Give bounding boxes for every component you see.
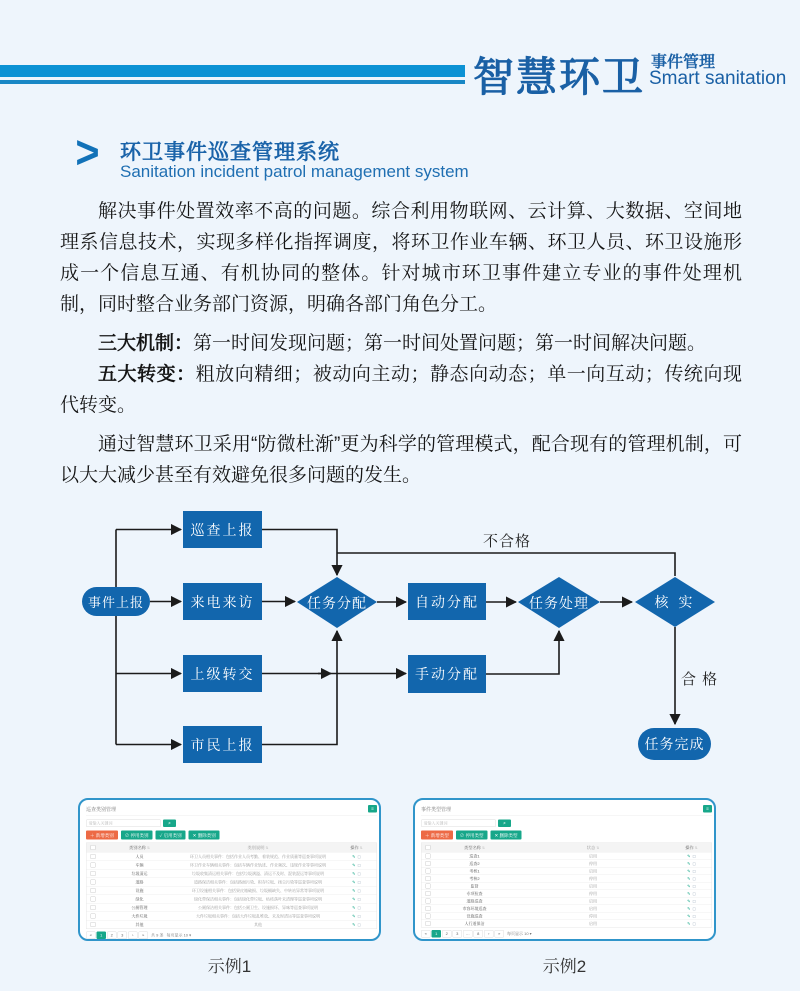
flow-node-task-done: 任务完成 — [638, 728, 711, 760]
row-checkbox[interactable] — [91, 914, 96, 919]
row-checkbox[interactable] — [426, 921, 431, 926]
brand-subtitle-cn: 事件管理 — [651, 54, 716, 71]
flow-label-pass: 合 格 — [681, 671, 719, 688]
view-icon[interactable]: ◻ — [357, 854, 361, 859]
mini1-table — [86, 843, 377, 930]
edit-icon[interactable]: ✎ — [687, 876, 691, 881]
mini2-header-ops-label: 操作 — [685, 845, 694, 850]
cell-ops — [672, 891, 712, 896]
cell-ops — [672, 899, 712, 904]
page-button[interactable]: 2 — [442, 930, 452, 938]
mini2-header-name-label: 类型名称 — [464, 845, 482, 850]
mini2-header-checkbox-cell — [422, 845, 435, 850]
page-button[interactable]: … — [463, 930, 473, 938]
cell-name: 设施巡查 — [466, 913, 483, 919]
flow-node-manual-assign: 手动分配 — [408, 655, 486, 693]
table-row[interactable] — [87, 861, 377, 870]
table-row[interactable] — [422, 920, 712, 928]
mini2-search-button[interactable]: ⌕ — [498, 819, 511, 827]
row-checkbox-cell — [422, 869, 435, 874]
flow-label-fail: 不合格 — [482, 533, 531, 550]
flow-node-task-process: 任务处理 — [529, 594, 589, 611]
mini1-header-ops-label: 操作 — [350, 845, 359, 850]
cell-name: 车辆 — [135, 862, 144, 868]
example2-caption: 示例2 — [542, 957, 587, 976]
mini2-page-size[interactable]: 每页显示 10 ▾ — [507, 931, 532, 936]
mini1-header-name — [100, 845, 180, 851]
cell-name: 设施 — [135, 888, 144, 893]
view-icon[interactable]: ◻ — [692, 868, 696, 874]
paragraph-transforms-text: 粗放向精细；被动向主动；静态向动态；单一向互动；传统向现代转变。 — [60, 364, 742, 416]
mini2-header-status-label: 状态 — [586, 845, 596, 850]
view-icon[interactable]: ◻ — [692, 861, 696, 866]
cell-status: 启用 — [589, 853, 597, 859]
cell-ops — [337, 914, 377, 919]
row-checkbox-cell — [422, 884, 435, 889]
flow-node-patrol-report: 巡查上报 — [183, 511, 262, 548]
cell-status: 启用 — [589, 898, 597, 904]
cell-ops — [672, 861, 712, 866]
cell-status: 启用 — [589, 906, 597, 911]
sort-icon[interactable]: ⇅ — [596, 846, 600, 850]
row-checkbox-cell — [422, 854, 435, 859]
cell-name: 公厕管理 — [131, 905, 148, 910]
sort-icon[interactable]: ⇅ — [147, 846, 150, 850]
edit-icon[interactable]: ✎ — [687, 898, 691, 904]
cell-ops — [337, 905, 377, 910]
cell-name: 绿化 — [135, 896, 144, 902]
cell-ops — [672, 906, 712, 911]
cell-ops — [672, 884, 712, 889]
cell-ops — [337, 854, 377, 859]
flow-node-calls-visits: 来电来访 — [183, 583, 262, 620]
row-checkbox-cell — [87, 905, 100, 910]
cell-name: 道路巡查 — [466, 898, 483, 904]
table-row[interactable] — [87, 895, 377, 904]
cell-desc: 大件垃圾相关事件：包括大件垃圾乱堆放、未及时清运等巡查事项说明 — [196, 913, 320, 919]
row-checkbox[interactable] — [426, 914, 431, 919]
page-button[interactable]: « — [421, 930, 431, 938]
view-icon[interactable]: ◻ — [357, 862, 361, 868]
row-checkbox[interactable] — [426, 891, 431, 896]
table-row[interactable] — [422, 867, 712, 875]
edit-icon[interactable]: ✎ — [687, 921, 691, 926]
table-row[interactable] — [87, 920, 377, 929]
row-checkbox-cell — [87, 922, 100, 927]
mini1-page-size[interactable]: 每页显示 10 ▾ — [166, 933, 192, 938]
table-row[interactable] — [87, 878, 377, 887]
edit-icon[interactable]: ✎ — [352, 888, 356, 893]
mini1-header-desc — [180, 845, 337, 851]
flow-node-verify: 核 实 — [654, 594, 696, 610]
mini2-table-body — [422, 852, 712, 927]
mini1-header-checkbox-cell — [87, 845, 100, 850]
mini1-toolbar-button[interactable]: ✓ 启用类别 — [156, 831, 186, 840]
row-checkbox-cell — [87, 854, 100, 859]
page-button[interactable]: 3 — [453, 930, 463, 938]
row-checkbox-cell — [422, 876, 435, 881]
cell-name: 垃圾清运 — [131, 871, 148, 876]
cell-ops — [337, 871, 377, 876]
view-icon[interactable]: ◻ — [692, 883, 696, 889]
edit-icon[interactable]: ✎ — [687, 906, 691, 911]
brand-subtitle-en: Smart sanitation — [649, 68, 787, 89]
view-icon[interactable]: ◻ — [692, 891, 696, 896]
mini2-header-status — [515, 845, 672, 851]
cell-desc: 垃圾收集清运相关事件：包括垃圾满溢、清运不及时、混装混运等事项说明 — [192, 871, 324, 876]
cell-desc: 环卫设施相关事件：包括果皮箱破损、垃圾桶缺失、中转站异常等事项说明 — [192, 888, 324, 893]
mini2-toolbar-button[interactable]: ⊘ 停用类型 — [456, 831, 488, 840]
edit-icon[interactable]: ✎ — [352, 896, 356, 902]
page-button[interactable]: « — [86, 932, 96, 940]
cell-status: 停用 — [589, 876, 597, 881]
flow-node-citizen-report: 市民上报 — [183, 726, 262, 763]
row-checkbox-cell — [87, 914, 100, 919]
mini1-table-header — [87, 843, 377, 852]
cell-name: 道路 — [135, 879, 144, 885]
row-checkbox[interactable] — [91, 854, 96, 859]
view-icon[interactable]: ◻ — [692, 921, 696, 926]
mini1-header-desc-label: 类别说明 — [247, 845, 265, 850]
view-icon[interactable]: ◻ — [357, 922, 361, 927]
sort-icon[interactable]: ⇅ — [694, 846, 698, 850]
mini1-page-title: 巡查类别管理 — [86, 806, 116, 813]
mini1-table-body — [87, 852, 377, 929]
example-screenshot-2 — [413, 798, 716, 941]
paragraph-mechanisms-text: 第一时间发现问题；第一时间处置问题；第一时间解决问题。 — [193, 333, 707, 354]
mini2-corner-button[interactable]: ≡ — [703, 805, 712, 813]
paragraph-transforms-label: 五大转变： — [98, 364, 196, 385]
mini2-toolbar-button[interactable]: ＋ 新增类型 — [421, 831, 453, 840]
flow-node-task-assign: 任务分配 — [307, 594, 367, 611]
cell-name: 人行道保洁 — [464, 921, 485, 926]
mini2-page-list — [421, 930, 504, 938]
view-icon[interactable]: ◻ — [357, 913, 361, 919]
cell-name: 市容环境巡查 — [462, 906, 487, 911]
row-checkbox-cell — [87, 897, 100, 902]
cell-desc: 环卫作业车辆相关事件：包括车辆作业轨迹、作业频次、违规作业等事项说明 — [190, 862, 326, 868]
cell-ops — [672, 876, 712, 881]
edit-icon[interactable]: ✎ — [687, 861, 691, 866]
edit-icon[interactable]: ✎ — [687, 853, 691, 859]
edit-icon[interactable]: ✎ — [352, 854, 356, 859]
mini2-table — [421, 843, 712, 928]
mini2-toolbar — [421, 831, 712, 840]
mini1-header-name-label: 类别名称 — [129, 845, 147, 850]
table-row[interactable] — [87, 869, 377, 878]
page-button[interactable]: 2 — [107, 932, 117, 940]
cell-name: 巡查1 — [469, 853, 480, 859]
mini1-page-list — [86, 932, 148, 940]
select-all-checkbox[interactable] — [426, 845, 431, 850]
edit-icon[interactable]: ✎ — [352, 862, 356, 868]
cell-name: 考核1 — [469, 868, 480, 874]
mini1-app — [80, 800, 381, 941]
paragraph-intro: 解决事件处置效率不高的问题。综合利用物联网、云计算、大数据、空间地理系信息技术，实现多样化指挥调度，将环卫作业车辆、环卫人员、环卫设施形成一个信息互通、有机协同的整体。针对城市环卫事件建立专业的事件处理机制，同时整合业务部门资源，明确各部门角色分工。 — [60, 201, 742, 315]
view-icon[interactable]: ◻ — [692, 898, 696, 904]
view-icon[interactable]: ◻ — [692, 853, 696, 859]
mini2-app — [415, 800, 716, 941]
mini1-toolbar-button[interactable]: ⊘ 停用类别 — [121, 831, 153, 840]
view-icon[interactable]: ◻ — [357, 905, 361, 910]
table-row[interactable] — [422, 852, 712, 860]
mini2-header-name — [435, 845, 515, 851]
view-icon[interactable]: ◻ — [357, 896, 361, 902]
table-row[interactable] — [87, 886, 377, 895]
edit-icon[interactable]: ✎ — [352, 879, 356, 885]
flow-node-superior-transfer: 上级转交 — [183, 655, 262, 692]
cell-name: 大件垃圾 — [131, 913, 148, 919]
cell-ops — [672, 921, 712, 926]
cell-ops — [337, 880, 377, 885]
cell-name: 考核2 — [469, 876, 480, 881]
cell-name: 巡查2 — [469, 861, 480, 866]
sort-icon[interactable]: ⇅ — [265, 846, 269, 850]
page-button[interactable]: » — [495, 930, 505, 938]
cell-name: 监督 — [470, 883, 479, 889]
table-row[interactable] — [422, 897, 712, 905]
view-icon[interactable]: ◻ — [357, 888, 361, 893]
row-checkbox-cell — [87, 888, 100, 893]
cell-desc: 其他 — [254, 922, 262, 927]
cell-ops — [337, 897, 377, 902]
page-button[interactable]: › — [128, 932, 138, 940]
paragraph-mechanisms-label: 三大机制： — [98, 333, 194, 354]
cell-status: 启用 — [589, 883, 597, 889]
cell-desc: 环卫人员相关事件：包括作业人员考勤、着装规范、作业质量等巡查事项说明 — [190, 854, 326, 859]
flow-node-auto-assign: 自动分配 — [408, 583, 486, 620]
mini1-search-button[interactable]: ⌕ — [163, 819, 176, 827]
chevron-icon: > — [75, 126, 100, 178]
table-row[interactable] — [422, 860, 712, 868]
cell-status: 停用 — [589, 891, 597, 896]
cell-name: 专项检查 — [466, 891, 483, 896]
mini1-total-info: 共 9 条 — [151, 933, 164, 938]
brand-title: 智慧环卫 — [473, 54, 645, 100]
table-row[interactable] — [422, 875, 712, 883]
page-button[interactable]: 3 — [118, 932, 128, 940]
row-checkbox-cell — [422, 921, 435, 926]
row-checkbox[interactable] — [426, 854, 431, 859]
row-checkbox[interactable] — [426, 906, 431, 911]
row-checkbox[interactable] — [91, 897, 96, 902]
section-title: 环卫事件巡查管理系统 — [120, 141, 340, 164]
table-row[interactable] — [422, 912, 712, 920]
view-icon[interactable]: ◻ — [692, 906, 696, 911]
mini1-toolbar-button[interactable]: ✕ 删除类别 — [189, 831, 220, 840]
cell-ops — [672, 914, 712, 919]
row-checkbox[interactable] — [91, 863, 96, 868]
cell-ops — [337, 863, 377, 868]
example1-caption: 示例1 — [207, 957, 252, 976]
table-row[interactable] — [422, 905, 712, 913]
edit-icon[interactable]: ✎ — [352, 905, 356, 910]
row-checkbox[interactable] — [91, 888, 96, 893]
row-checkbox-cell — [87, 880, 100, 885]
page-button[interactable]: › — [484, 930, 494, 938]
cell-ops — [337, 888, 377, 893]
paragraph-summary: 通过智慧环卫采用“防微杜渐”更为科学的管理模式，配合现有的管理机制，可以大大减少甚至有效避免很多问题的发生。 — [60, 434, 742, 486]
view-icon[interactable]: ◻ — [692, 913, 696, 919]
edit-icon[interactable]: ✎ — [352, 922, 356, 927]
mini1-corner-button[interactable]: ≡ — [368, 805, 377, 813]
cell-name: 人员 — [135, 854, 144, 859]
cell-status: 停用 — [589, 913, 597, 919]
row-checkbox-cell — [422, 861, 435, 866]
flow-node-event-report: 事件上报 — [82, 587, 150, 616]
edit-icon[interactable]: ✎ — [352, 913, 356, 919]
row-checkbox[interactable] — [426, 876, 431, 881]
mini1-pagination — [86, 932, 377, 940]
edit-icon[interactable]: ✎ — [687, 883, 691, 889]
cell-ops — [337, 922, 377, 927]
row-checkbox[interactable] — [91, 880, 96, 885]
row-checkbox-cell — [87, 863, 100, 868]
table-row[interactable] — [87, 912, 377, 921]
row-checkbox-cell — [422, 906, 435, 911]
row-checkbox[interactable] — [426, 869, 431, 874]
row-checkbox-cell — [422, 891, 435, 896]
row-checkbox[interactable] — [91, 922, 96, 927]
edit-icon[interactable]: ✎ — [352, 871, 356, 876]
cell-status: 停用 — [589, 861, 597, 866]
select-all-checkbox[interactable] — [91, 845, 96, 850]
mini2-toolbar-button[interactable]: ✕ 删除类型 — [491, 831, 522, 840]
example-screenshot-1 — [78, 798, 381, 941]
row-checkbox[interactable] — [426, 861, 431, 866]
table-row[interactable] — [422, 882, 712, 890]
mini2-header-ops — [672, 845, 712, 851]
page-button[interactable]: » — [139, 932, 149, 940]
cell-ops — [672, 869, 712, 874]
cell-desc: 公厕保洁相关事件：包括公厕卫生、设施损坏、异味等巡查事项说明 — [198, 905, 318, 910]
cell-ops — [672, 854, 712, 859]
table-row[interactable] — [87, 852, 377, 861]
row-checkbox-cell — [87, 871, 100, 876]
row-checkbox[interactable] — [426, 884, 431, 889]
row-checkbox-cell — [422, 914, 435, 919]
mini1-header-ops — [337, 845, 377, 851]
cell-status: 启用 — [589, 921, 597, 926]
cell-name: 其他 — [135, 922, 144, 927]
table-row[interactable] — [422, 890, 712, 898]
view-icon[interactable]: ◻ — [357, 871, 361, 876]
table-row[interactable] — [87, 903, 377, 912]
mini2-search-input[interactable]: 请输入关键词 — [421, 819, 496, 827]
section-subtitle: Sanitation incident patrol management system — [120, 162, 469, 181]
mini2-page-title: 事件类型管理 — [421, 806, 451, 813]
cell-desc: 绿化带保洁相关事件：包括绿化带垃圾、枯枝落叶未清理等巡查事项说明 — [194, 896, 322, 902]
sort-icon[interactable]: ⇅ — [359, 846, 363, 850]
mini1-toolbar — [86, 831, 377, 840]
cell-desc: 道路保洁相关事件：包括路面污染、积存垃圾、扬尘污染等巡查事项说明 — [194, 879, 322, 885]
cell-status: 启用 — [589, 868, 597, 874]
edit-icon[interactable]: ✎ — [687, 868, 691, 874]
row-checkbox[interactable] — [426, 899, 431, 904]
view-icon[interactable]: ◻ — [692, 876, 696, 881]
mini1-search-input[interactable]: 请输入关键词 — [86, 819, 161, 827]
page-button[interactable]: 8 — [474, 930, 484, 938]
sort-icon[interactable]: ⇅ — [482, 846, 485, 850]
page-button[interactable]: 1 — [432, 930, 442, 938]
row-checkbox[interactable] — [91, 871, 96, 876]
edit-icon[interactable]: ✎ — [687, 913, 691, 919]
view-icon[interactable]: ◻ — [357, 879, 361, 885]
mini2-pagination — [421, 930, 712, 938]
mini2-table-header — [422, 843, 712, 852]
row-checkbox[interactable] — [91, 905, 96, 910]
row-checkbox-cell — [422, 899, 435, 904]
edit-icon[interactable]: ✎ — [687, 891, 691, 896]
mini1-toolbar-button[interactable]: ＋ 新增类别 — [86, 831, 118, 840]
page-button[interactable]: 1 — [97, 932, 107, 940]
